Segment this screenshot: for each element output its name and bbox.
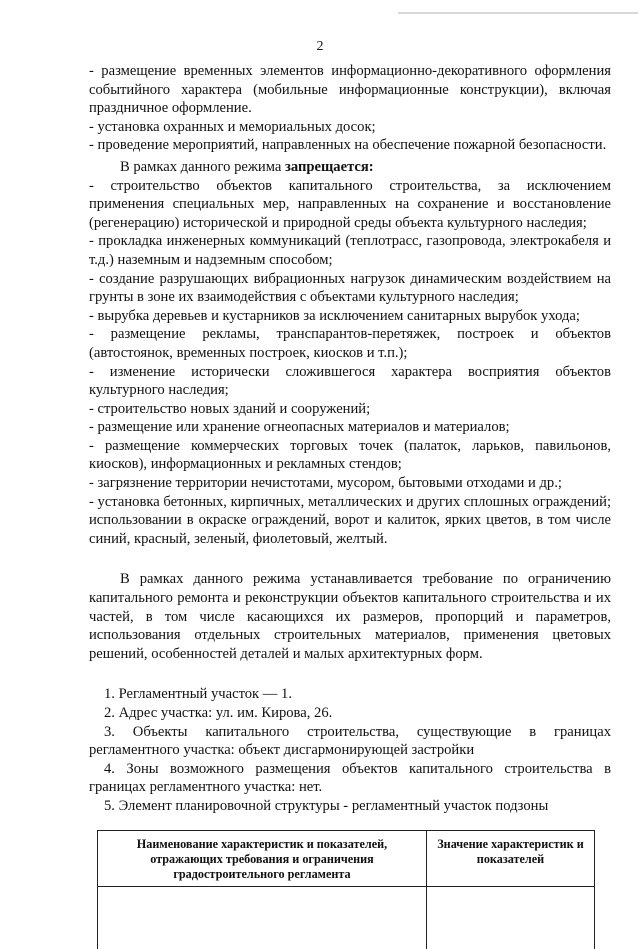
table-header-characteristics: Наименование характеристик и показателей, отражающих требования и ограничения градостроительного регламента bbox=[98, 830, 427, 886]
prohibited-item: - вырубка деревьев и кустарников за исключением санитарных вырубок ухода; bbox=[89, 307, 580, 324]
prohibited-item: - размещение или хранение огнеопасных материалов и материалов; bbox=[89, 419, 510, 436]
prohibited-colon: : bbox=[368, 158, 374, 175]
table-row bbox=[98, 886, 595, 949]
table-header-values: Значение характеристик и показателей bbox=[427, 830, 595, 886]
list-item: - установка охранных и мемориальных досок; bbox=[89, 118, 376, 135]
prohibited-item: - строительство новых зданий и сооружений; bbox=[89, 400, 371, 417]
table-header-row bbox=[98, 830, 595, 886]
prohibited-item: - размещение рекламы, транспарантов-перетяжек, построек и объектов (автостоянок, временных построек, киосков и т.п.); bbox=[89, 326, 611, 361]
numbered-item: 4. Зоны возможного размещения объектов капитального строительства в границах регламентного участка: нет. bbox=[89, 760, 611, 796]
prohibited-item: - загрязнение территории нечистотами, мусором, бытовыми отходами и др.; bbox=[89, 475, 562, 492]
prohibited-heading bbox=[89, 158, 611, 177]
list-item: - проведение мероприятий, направленных на обеспечение пожарной безопасности. bbox=[89, 137, 607, 154]
prohibited-item: - установка бетонных, кирпичных, металлических и других сплошных ограждений; использовании в окраске ограждений, ворот и калиток, ярких цветов, в том числе синий, красный, зеленый, фиолетовый, желтый. bbox=[89, 493, 611, 547]
table-cell bbox=[427, 886, 595, 949]
numbered-item: 3. Объекты капитального строительства, существующие в границах регламентного участка: объект дисгармонирующей застройки bbox=[89, 723, 611, 759]
top-edge-line bbox=[398, 12, 638, 14]
prohibited-item: - прокладка инженерных коммуникаций (теплотрасс, газопровода, электрокабеля и т.д.) наземным и надземным способом; bbox=[89, 233, 611, 268]
prohibited-item: - размещение коммерческих торговых точек (палаток, ларьков, павильонов, киосков), информационных и рекламных стендов; bbox=[89, 437, 611, 473]
list-item: - размещение временных элементов информационно-декоративного оформления событийного характера (мобильные информационные конструкции), включая праздничное оформление. bbox=[89, 63, 611, 117]
regulation-table bbox=[97, 830, 595, 949]
numbered-item: 1. Регламентный участок — 1. bbox=[104, 686, 292, 703]
requirement-paragraph: В рамках данного режима устанавливается требование по ограничению капитального ремонта и реконструкции объектов капитального строительства и их частей, в том числе касающихся их размеров, пропорций и параметров, использования отдельных строительных материалов, применения цветовых решений, особенностей деталей и малых архитектурных форм. bbox=[89, 571, 611, 662]
prohibited-keyword: запрещается bbox=[285, 158, 369, 175]
numbered-item: 5. Элемент планировочной структуры - регламентный участок подзоны bbox=[104, 797, 549, 814]
prohibited-item: - создание разрушающих вибрационных нагрузок динамическим воздействием на грунты в зоне их взаимодействия с объектами культурного наследия; bbox=[89, 270, 611, 306]
page-number: 2 bbox=[316, 39, 324, 54]
prohibited-item: - строительство объектов капитального строительства, за исключением применения специальных мер, направленных на сохранение и восстановление (регенерацию) исторической и природной среды объекта культурного наследия; bbox=[89, 177, 611, 231]
table-cell bbox=[98, 886, 427, 949]
document-body bbox=[89, 62, 611, 949]
prohibited-intro: В рамках данного режима bbox=[120, 158, 285, 175]
numbered-item: 2. Адрес участка: ул. им. Кирова, 26. bbox=[104, 705, 333, 721]
prohibited-item: - изменение исторически сложившегося характера восприятия объектов культурного наследия; bbox=[89, 363, 611, 399]
